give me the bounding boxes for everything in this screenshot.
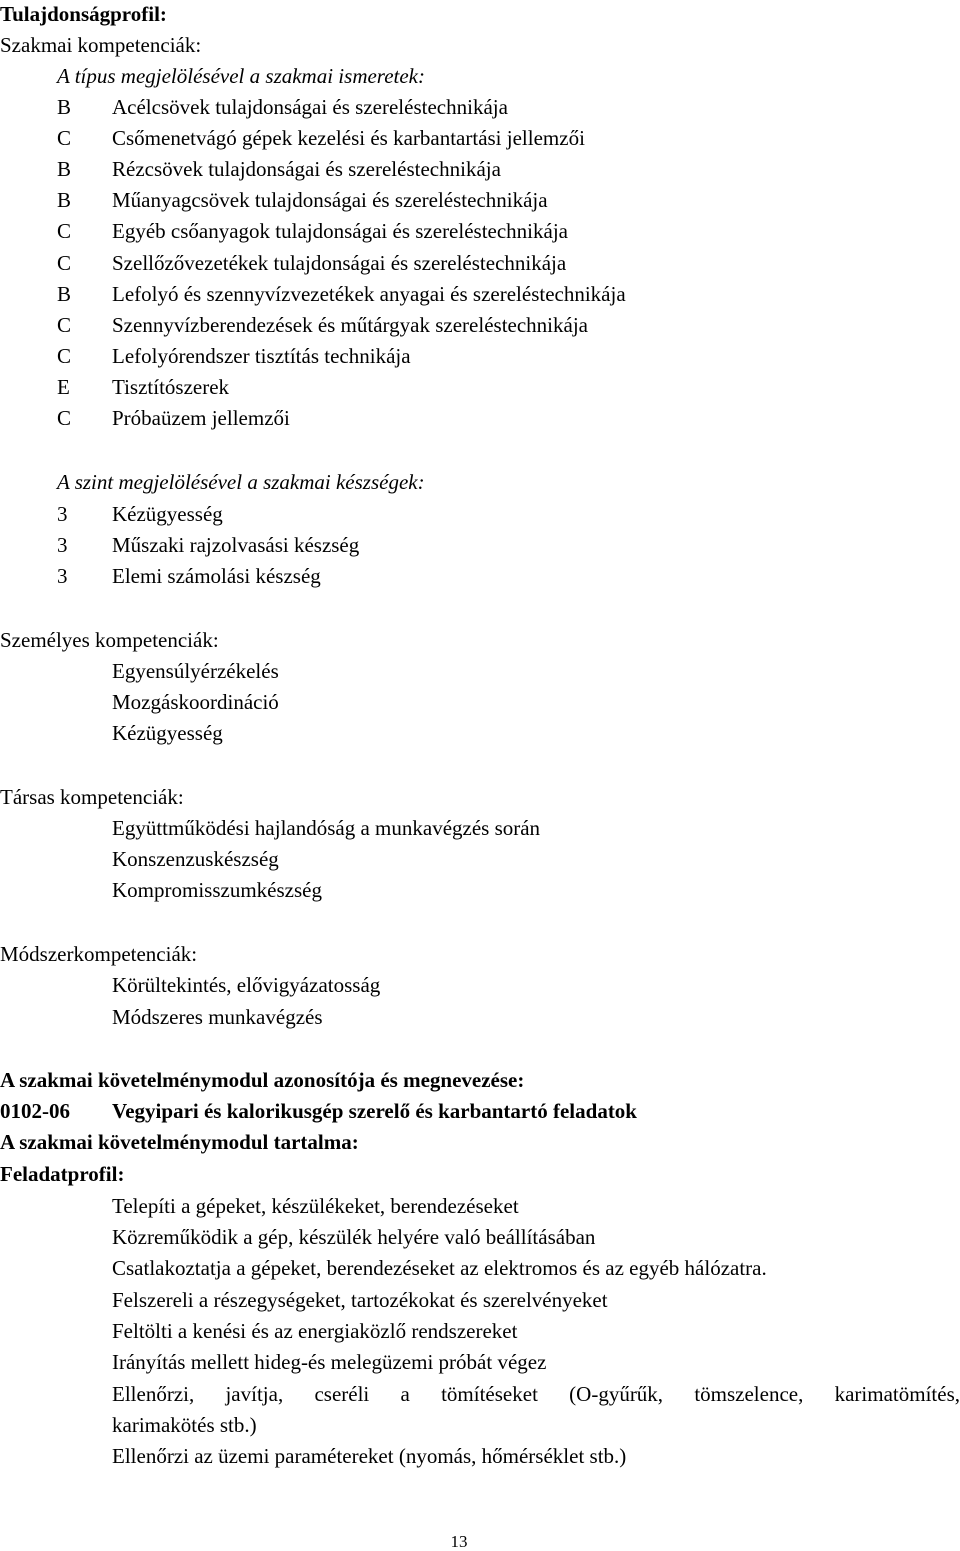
type-code: B	[57, 157, 72, 181]
item-text: Lefolyórendszer tisztítás technikája	[112, 344, 411, 368]
keszsegek-heading: A szint megjelölésével a szakmai készségek:	[57, 470, 425, 494]
list-item: Ellenőrzi az üzemi paramétereket (nyomás, hőmérséklet stb.)	[112, 1444, 627, 1468]
level-code: 3	[57, 533, 68, 557]
type-code: C	[57, 406, 72, 430]
type-code: C	[57, 219, 72, 243]
ismeretek-heading: A típus megjelölésével a szakmai ismeretek:	[57, 64, 425, 88]
type-code: E	[57, 375, 70, 399]
modul-id-heading: A szakmai követelménymodul azonosítója és megnevezése:	[0, 1068, 525, 1092]
page-number: 13	[450, 1532, 468, 1551]
szemelyes-heading: Személyes kompetenciák:	[0, 628, 219, 652]
item-text: Műszaki rajzolvasási készség	[112, 533, 360, 557]
list-item: Ellenőrzi, javítja, cseréli a tömítéseket (O-gyűrűk, tömszelence, karimatömítés,	[112, 1382, 960, 1406]
modul-name: Vegyipari és kalorikusgép szerelő és karbantartó feladatok	[112, 1099, 637, 1123]
list-item: Mozgáskoordináció	[112, 690, 279, 714]
item-text: Acélcsövek tulajdonságai és szereléstechnikája	[112, 95, 508, 119]
list-item: Közreműködik a gép, készülék helyére való beállításában	[112, 1225, 596, 1249]
item-text: Elemi számolási készség	[112, 564, 321, 588]
type-code: B	[57, 188, 72, 212]
type-code: B	[57, 95, 72, 119]
list-item: Konszenzuskészség	[112, 847, 279, 871]
item-text: Szellőzővezetékek tulajdonságai és szereléstechnikája	[112, 251, 567, 275]
modszer-heading: Módszerkompetenciák:	[0, 942, 198, 966]
type-code: C	[57, 313, 72, 337]
item-text: Próbaüzem jellemzői	[112, 406, 290, 430]
modul-name-line	[0, 1099, 637, 1123]
item-text: Tisztítószerek	[112, 375, 230, 399]
type-code: B	[57, 282, 72, 306]
section-title: Tulajdonságprofil:	[0, 2, 167, 26]
item-text: Csőmenetvágó gépek kezelési és karbantartási jellemzői	[112, 126, 585, 150]
level-code: 3	[57, 564, 68, 588]
item-text: Szennyvízberendezések és műtárgyak szereléstechnikája	[112, 313, 588, 337]
type-code: C	[57, 126, 72, 150]
level-code: 3	[57, 502, 68, 526]
item-text: Egyéb csőanyagok tulajdonságai és szereléstechnikája	[112, 219, 568, 243]
szakmai-heading: Szakmai kompetenciák:	[0, 33, 202, 57]
list-item: Felszereli a részegységeket, tartozékokat és szerelvényeket	[112, 1288, 608, 1312]
item-text: Kézügyesség	[112, 502, 223, 526]
list-item: Kompromisszumkészség	[112, 878, 322, 902]
item-text: Lefolyó és szennyvízvezetékek anyagai és szereléstechnikája	[112, 282, 626, 306]
modul-content-heading: A szakmai követelménymodul tartalma:	[0, 1130, 359, 1154]
list-item: Körültekintés, elővigyázatosság	[112, 973, 381, 997]
modul-code: 0102-06	[0, 1099, 70, 1123]
item-text: Rézcsövek tulajdonságai és szereléstechnikája	[112, 157, 501, 181]
feladatprofil-heading: Feladatprofil:	[0, 1162, 125, 1186]
list-item-continuation: karimakötés stb.)	[112, 1413, 257, 1437]
list-item: Együttműködési hajlandóság a munkavégzés során	[112, 816, 541, 840]
list-item: Egyensúlyérzékelés	[112, 659, 279, 683]
list-item: Telepíti a gépeket, készülékeket, berendezéseket	[112, 1194, 519, 1218]
list-item: Csatlakoztatja a gépeket, berendezéseket az elektromos és az egyéb hálózatra.	[112, 1256, 767, 1280]
type-code: C	[57, 344, 72, 368]
tarsas-heading: Társas kompetenciák:	[0, 785, 184, 809]
list-item: Irányítás mellett hideg-és melegüzemi próbát végez	[112, 1350, 547, 1374]
list-item: Feltölti a kenési és az energiaközlő rendszereket	[112, 1319, 518, 1343]
list-item: Kézügyesség	[112, 721, 223, 745]
list-item: Módszeres munkavégzés	[112, 1005, 323, 1029]
item-text: Műanyagcsövek tulajdonságai és szereléstechnikája	[112, 188, 548, 212]
type-code: C	[57, 251, 72, 275]
